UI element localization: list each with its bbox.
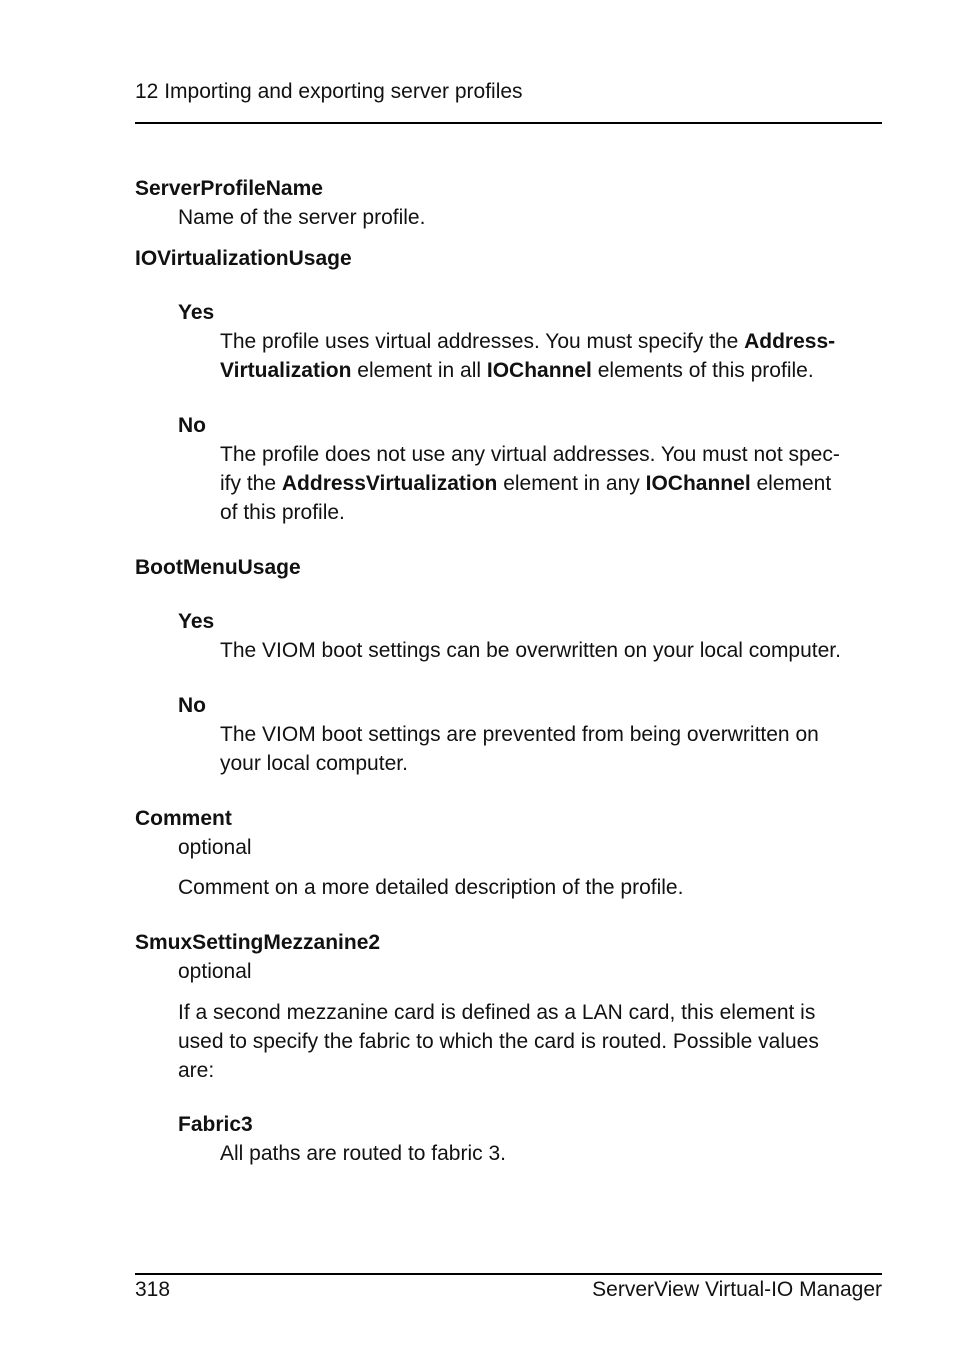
value-yes: Yes — [178, 301, 215, 324]
desc-line: If a second mezzanine card is defined as a LAN card, this element is — [178, 1001, 816, 1024]
desc-line: ify the AddressVirtualization element in any IOChannel element — [220, 472, 832, 495]
element-ref: IOChannel — [486, 359, 592, 382]
term-io-virtualization-usage: IOVirtualizationUsage — [135, 247, 352, 270]
value-no: No — [178, 694, 206, 717]
desc-line: of this profile. — [220, 501, 345, 524]
page-number: 318 — [135, 1278, 171, 1301]
desc-line: Virtualization element in all IOChannel elements of this profile. — [220, 359, 814, 382]
desc-line: your local computer. — [220, 752, 408, 775]
value-fabric3: Fabric3 — [178, 1113, 253, 1136]
desc-line: The profile uses virtual addresses. You must specify the Address- — [220, 330, 836, 353]
desc-line: The profile does not use any virtual addresses. You must not spec- — [220, 443, 840, 466]
element-ref: Virtualization — [220, 359, 352, 382]
optional-note: optional — [178, 836, 252, 859]
desc-fabric3: All paths are routed to fabric 3. — [220, 1142, 506, 1165]
element-ref: Address- — [744, 330, 836, 353]
desc-comment: Comment on a more detailed description of the profile. — [178, 876, 684, 899]
desc-line: are: — [178, 1059, 215, 1082]
desc-server-profile-name: Name of the server profile. — [178, 206, 426, 229]
chapter-title: 12 Importing and exporting server profiles — [135, 80, 523, 103]
element-ref: IOChannel — [645, 472, 751, 495]
header-rule — [135, 122, 882, 124]
term-smux-setting-mezzanine2: SmuxSettingMezzanine2 — [135, 931, 381, 954]
footer-rule — [135, 1273, 882, 1275]
optional-note: optional — [178, 960, 252, 983]
value-yes: Yes — [178, 610, 215, 633]
desc-line: The VIOM boot settings are prevented from being overwritten on — [220, 723, 819, 746]
term-comment: Comment — [135, 807, 232, 830]
term-boot-menu-usage: BootMenuUsage — [135, 556, 301, 579]
document-title: ServerView Virtual-IO Manager — [592, 1278, 882, 1301]
element-ref: AddressVirtualization — [281, 472, 498, 495]
term-server-profile-name: ServerProfileName — [135, 177, 323, 200]
value-no: No — [178, 414, 206, 437]
desc-line: The VIOM boot settings can be overwritten on your local computer. — [220, 639, 841, 662]
desc-line: used to specify the fabric to which the card is routed. Possible values — [178, 1030, 819, 1053]
